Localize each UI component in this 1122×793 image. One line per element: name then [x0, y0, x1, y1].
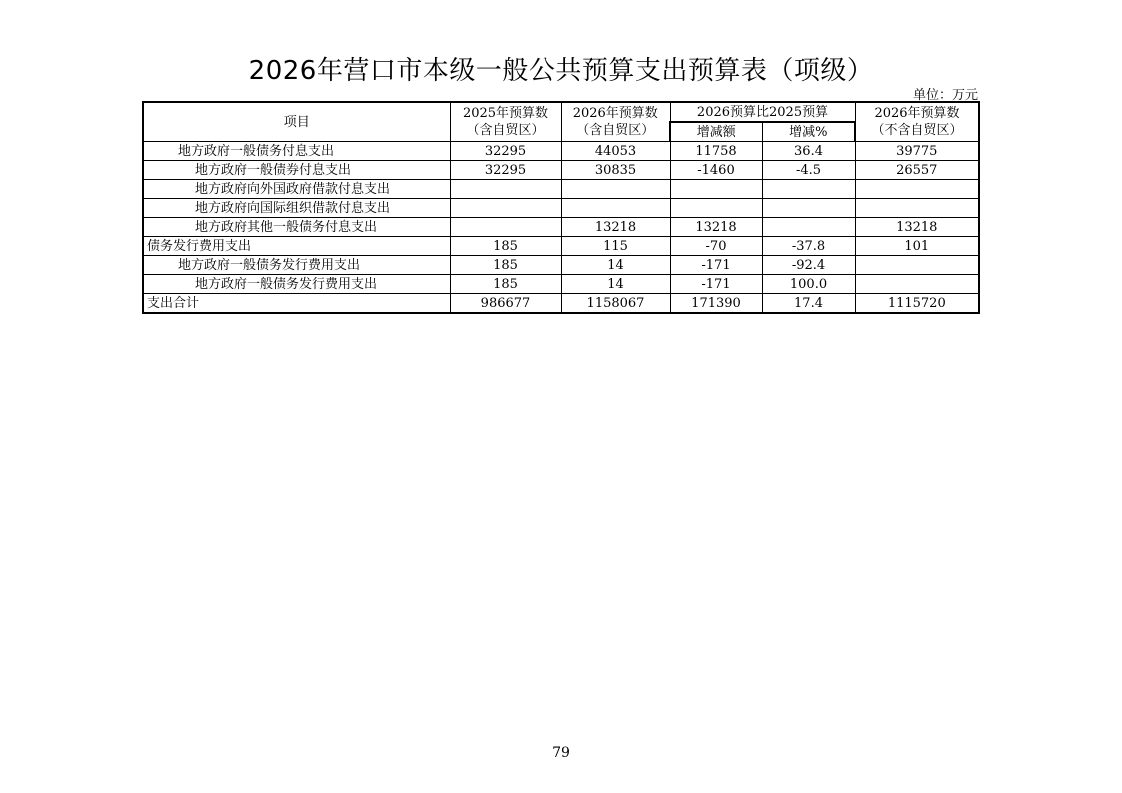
row-change-pct-cell: 100.0 [762, 275, 855, 294]
row-budget-2025-cell: 185 [450, 237, 561, 256]
row-change-amount-cell: -171 [670, 256, 762, 275]
row-item-cell: 地方政府一般债券付息支出 [143, 161, 450, 180]
unit-label: 单位：万元 [912, 88, 978, 103]
row-budget-2026-excl-cell: 13218 [855, 218, 979, 237]
row-change-amount-cell: -70 [670, 237, 762, 256]
table-row [143, 199, 979, 218]
table-row [143, 142, 979, 161]
table-row [143, 161, 979, 180]
row-change-pct-cell: -92.4 [762, 256, 855, 275]
row-change-pct-cell [762, 199, 855, 218]
header-budget-2026-line1: 2026年预算数 [572, 106, 658, 121]
table-row [143, 275, 979, 294]
table-row [143, 180, 979, 199]
row-budget-2025-cell: 986677 [450, 294, 561, 314]
row-budget-2026-cell: 115 [561, 237, 670, 256]
header-change-amount: 增减额 [670, 122, 762, 142]
row-change-amount-cell: 11758 [670, 142, 762, 161]
row-budget-2026-cell [561, 180, 670, 199]
row-change-pct-cell: -37.8 [762, 237, 855, 256]
header-budget-2026 [561, 102, 670, 142]
row-budget-2026-cell: 14 [561, 275, 670, 294]
row-budget-2025-cell [450, 199, 561, 218]
row-change-pct-cell: 17.4 [762, 294, 855, 314]
row-budget-2025-cell [450, 180, 561, 199]
row-budget-2026-cell: 30835 [561, 161, 670, 180]
header-budget-2026-excl-line1: 2026年预算数 [874, 106, 960, 121]
row-budget-2026-excl-cell: 1115720 [855, 294, 979, 314]
row-budget-2025-cell: 185 [450, 256, 561, 275]
row-budget-2026-cell: 44053 [561, 142, 670, 161]
row-budget-2025-cell: 32295 [450, 142, 561, 161]
row-item-cell: 债务发行费用支出 [143, 237, 450, 256]
row-change-amount-cell [670, 180, 762, 199]
table-row [143, 237, 979, 256]
table-row [143, 218, 979, 237]
header-budget-2025-line2: （含自贸区） [466, 123, 545, 138]
row-change-pct-cell [762, 180, 855, 199]
table-header [143, 102, 979, 142]
header-budget-2026-excl [855, 102, 979, 142]
header-compare-group: 2026预算比2025预算 [670, 102, 855, 122]
row-budget-2026-cell: 14 [561, 256, 670, 275]
row-budget-2026-excl-cell [855, 199, 979, 218]
row-budget-2026-excl-cell: 39775 [855, 142, 979, 161]
table-body [143, 142, 979, 314]
header-item: 项目 [143, 102, 450, 142]
table-row [143, 294, 979, 314]
page-title: 2026年营口市本级一般公共预算支出预算表（项级） [248, 56, 874, 86]
row-budget-2026-cell [561, 199, 670, 218]
row-item-cell: 地方政府向外国政府借款付息支出 [143, 180, 450, 199]
row-budget-2026-excl-cell [855, 256, 979, 275]
header-budget-2026-line2: （含自贸区） [576, 123, 655, 138]
row-change-pct-cell: 36.4 [762, 142, 855, 161]
row-budget-2026-cell: 1158067 [561, 294, 670, 314]
row-change-amount-cell: -1460 [670, 161, 762, 180]
row-change-amount-cell: 13218 [670, 218, 762, 237]
row-item-cell: 地方政府一般债务付息支出 [143, 142, 450, 161]
row-budget-2025-cell: 185 [450, 275, 561, 294]
row-change-pct-cell [762, 218, 855, 237]
row-budget-2026-excl-cell [855, 275, 979, 294]
page-number: 79 [552, 745, 570, 761]
row-item-cell: 地方政府其他一般债务付息支出 [143, 218, 450, 237]
row-budget-2026-excl-cell [855, 180, 979, 199]
header-budget-2025-line1: 2025年预算数 [462, 106, 549, 121]
row-item-cell: 地方政府向国际组织借款付息支出 [143, 199, 450, 218]
row-budget-2026-excl-cell: 26557 [855, 161, 979, 180]
header-budget-2025 [450, 102, 561, 142]
row-change-amount-cell: -171 [670, 275, 762, 294]
table-row [143, 256, 979, 275]
header-change-pct: 增减% [762, 122, 855, 142]
header-budget-2026-excl-line2: （不含自贸区） [871, 123, 963, 138]
row-item-cell: 支出合计 [143, 294, 450, 314]
row-change-amount-cell [670, 199, 762, 218]
row-budget-2025-cell [450, 218, 561, 237]
row-budget-2026-excl-cell: 101 [855, 237, 979, 256]
budget-table [142, 101, 980, 314]
row-budget-2026-cell: 13218 [561, 218, 670, 237]
row-change-amount-cell: 171390 [670, 294, 762, 314]
row-item-cell: 地方政府一般债务发行费用支出 [143, 256, 450, 275]
row-change-pct-cell: -4.5 [762, 161, 855, 180]
row-budget-2025-cell: 32295 [450, 161, 561, 180]
row-item-cell: 地方政府一般债务发行费用支出 [143, 275, 450, 294]
